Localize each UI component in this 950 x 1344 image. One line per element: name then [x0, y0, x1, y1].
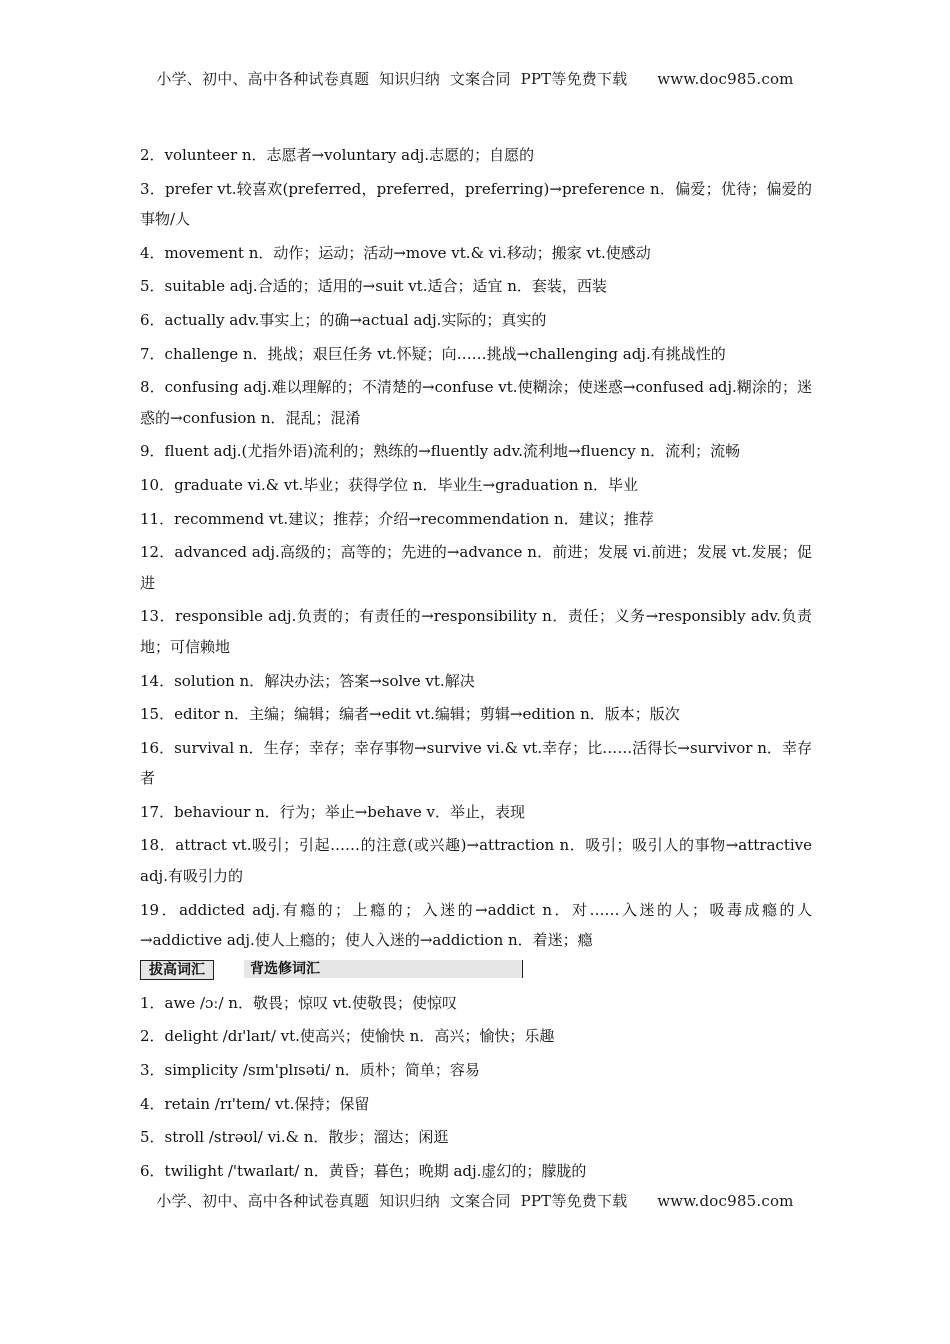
vocab-entry: 5．suitable adj.合适的；适用的→suit vt.适合；适宜 n．套装，西装	[140, 277, 607, 296]
vocab-entry: 2．volunteer n．志愿者→voluntary adj.志愿的；自愿的	[140, 146, 535, 164]
vocab-entry: 9．fluent adj.(尤指外语)流利的；熟练的→fluently adv.流利地→fluency n．流利；流畅	[140, 442, 741, 461]
vocabulary-list	[140, 140, 812, 956]
vocab-entry: 3．simplicity /sɪm'plɪsəti/ n．质朴；简单；容易	[140, 1061, 480, 1080]
vocab-entry: 16．survival n．生存；幸存；幸存事物→survive vi.& vt.幸存；比……活得长→survivor n．幸存者	[140, 738, 812, 788]
vocab-entry: 6．actually adv.事实上；的确→actual adj.实际的；真实的	[140, 310, 547, 329]
vocab-entry: 19．addicted adj.有瘾的；上瘾的；入迷的→addict n．对……入迷的人；吸毒成瘾的人→addictive adj.使人上瘾的；使人入迷的→addiction n．着迷；瘾	[140, 900, 812, 950]
elective-vocabulary-list	[140, 988, 812, 1187]
vocab-entry: 18．attract vt.吸引；引起……的注意(或兴趣)→attraction n．吸引；吸引人的事物→attractive adj.有吸引力的	[140, 836, 812, 886]
vocab-entry: 2．delight /dɪ'laɪt/ vt.使高兴；使愉快 n．高兴；愉快；乐趣	[140, 1027, 555, 1046]
vocab-entry: 10．graduate vi.& vt.毕业；获得学位 n．毕业生→graduation n．毕业	[140, 475, 638, 494]
page-footer: 小学、初中、高中各种试卷真题 知识归纳 文案合同 PPT等免费下载 www.doc985.com	[156, 1192, 794, 1210]
vocab-entry: 14．solution n．解决办法；答案→solve vt.解决	[140, 671, 475, 690]
vocab-entry: 1．awe /ɔː/ n．敬畏；惊叹 vt.使敬畏；使惊叹	[140, 993, 458, 1012]
page-header: 小学、初中、高中各种试卷真题 知识归纳 文案合同 PPT等免费下载 www.doc985.com	[156, 70, 794, 88]
vocab-entry: 17．behaviour n．行为；举止→behave v．举止，表现	[140, 802, 525, 821]
vocab-entry: 3．prefer vt.较喜欢(preferred，preferred，preferring)→preference n．偏爱；优待；偏爱的事物/人	[140, 179, 812, 229]
section-tag: 拔高词汇	[140, 960, 214, 980]
document-body	[140, 140, 812, 1189]
vocab-entry: 15．editor n．主编；编辑；编者→edit vt.编辑；剪辑→edition n．版本；版次	[140, 705, 680, 724]
vocab-entry: 5．stroll /strəʊl/ vi.& n．散步；溜达；闲逛	[140, 1128, 449, 1147]
vocab-entry: 12．advanced adj.高级的；高等的；先进的→advance n．前进；发展 vi.前进；发展 vt.发展；促进	[140, 543, 812, 592]
vocab-entry: 4．retain /rɪ'teɪn/ vt.保持；保留	[140, 1094, 370, 1113]
vocab-entry: 7．challenge n．挑战；艰巨任务 vt.怀疑；向……挑战→challenging adj.有挑战性的	[140, 344, 726, 363]
vocab-entry: 11．recommend vt.建议；推荐；介绍→recommendation n．建议；推荐	[140, 509, 654, 528]
section-title: 背选修词汇	[244, 960, 523, 978]
vocab-entry: 13．responsible adj.负责的；有责任的→responsibility n．责任；义务→responsibly adv.负责地；可信赖地	[140, 607, 812, 656]
vocab-entry: 6．twilight /'twaɪlaɪt/ n．黄昏；暮色；晚期 adj.虚幻的；朦胧的	[140, 1161, 587, 1180]
vocab-entry: 8．confusing adj.难以理解的；不清楚的→confuse vt.使糊涂；使迷惑→confused adj.糊涂的；迷惑的→confusion n．混乱；混淆	[140, 378, 812, 427]
section-heading	[140, 960, 520, 980]
vocab-entry: 4．movement n．动作；运动；活动→move vt.& vi.移动；搬家 vt.使感动	[140, 243, 651, 262]
